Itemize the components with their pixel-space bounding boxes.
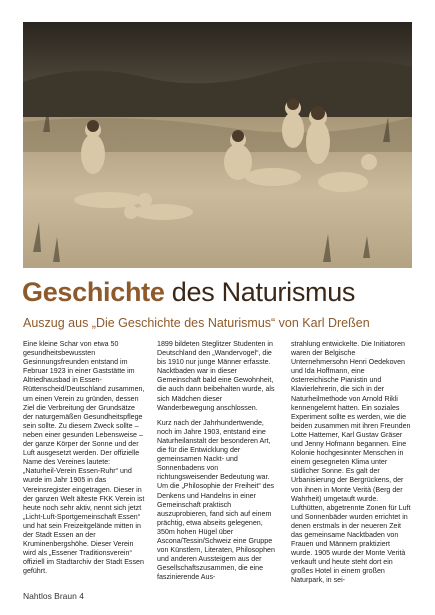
page-title-main: Geschichte	[22, 277, 165, 307]
page-title-rest: des Naturismus	[164, 277, 356, 307]
article-paragraph: Eine kleine Schar von etwa 50 gesundheitsbewussten Gesinnungsfreunden entstand im Februar 1923 in einer Gaststätte im Altriedhausbad in Essen-Rüttenscheid/Deutschland zusammen, um einen Verein zu gründen, dessen Ziel die Verbreitung der Grundsätze der naturgemäßen Gesundheitspflege sein sollte. Zu diesem Zweck sollte – neben einer gesunden Lebensweise – der ganze Körper der Sonne und der Luft ausgesetzt werden. Der offizielle Name des Vereines lautete: „Naturheil-Verein Essen-Ruhr“ und wurde im Jahr 1905 in das Vereinsregister eingetragen. Dieser in der ganzen Welt älteste FKK Verein ist heute noch sehr aktiv, nennt sich jetzt „Licht-Luft-Sportgemeinschaft Essen“ und hat sein Freizeitgelände mitten in der Stadt Essen an der Kruminenbergshöhe. Dieser Verein wird als „Essener Traditionsverein“ offiziell im Stadtarchiv der Stadt Essen geführt.	[23, 340, 145, 576]
article-column-3	[291, 340, 413, 590]
beach-photo-illustration	[23, 22, 412, 268]
article-columns	[23, 340, 413, 590]
article-paragraph: strahlung entwickelte. Die Initiatoren waren der Belgische Unternehmersohn Henri Oedekoven und Ida Hoffmann, eine österreichische Pianistin und Klavierlehrerin, die sich in der Naturheilmethode von Arnold Rikli kennengelernt hatten. Ein soziales Experiment sollte es werden, wie die beiden zusammen mit ihren Freunden Lotte Hattemer, Karl Gustav Gräser und Jenny Hofmann begannen. Eine Kolonie hochgesinnter Menschen in einem gesegneten Klima unter südlicher Sonne. Es galt der Urbanisierung der Bergrückens, der von ihnen in Monte Verità (Berg der Wahrheit) umgetauft wurde. Lufthütten, abgetrennte Zonen für Luft und Sonnenbäder wurden errichtet in denen erstmals in der neueren Zeit das gemeinsame Nacktbaden von Frauen und Männern praktiziert wurde. 1905 wurde der Monte Verità verkauft und heute steht dort ein großes Hotel in einem großen Naturpark, in sei-	[291, 340, 411, 585]
article-paragraph: Kurz nach der Jahrhundertwende, noch im Jahre 1903, entstand eine Naturheilanstalt der besonderen Art, die für die Entwicklung der gemeinsamen Nackt- und Sonnenbadens von richtungsweisender Bedeutung war. Um die „Philosophie der Freiheit“ des Denkens und Handelns in einer Gemeinschaft praktisch auszuprobieren, fand sich auf einem prächtig, etwa abseits gelegenen, 350m hohen Hügel über Ascona/Tessin/Schweiz eine Gruppe von Künstlern, Literaten, Philosophen und anderen Aussteigern aus der Gesellschaftszusammen, die eine faszinierende Aus-	[157, 418, 275, 582]
page-footer: Nahtlos Braun 4	[23, 591, 84, 601]
page-title	[22, 276, 422, 308]
beach-photo	[23, 22, 412, 268]
article-column-2	[157, 340, 279, 590]
article-paragraph: 1899 bildeten Steglitzer Studenten in Deutschland den „Wandervogel“, die bis 1910 nur junge Männer erfasste. Nacktbaden war in dieser Gemeinschaft bald eine Gewohnheit, die auch dann beibehalten wurde, als sich Mädchen dieser Wanderbewegung anschlossen.	[157, 340, 275, 412]
page-subtitle: Auszug aus „Die Geschichte des Naturismus“ von Karl Dreßen	[23, 316, 370, 330]
article-column-1	[23, 340, 145, 590]
